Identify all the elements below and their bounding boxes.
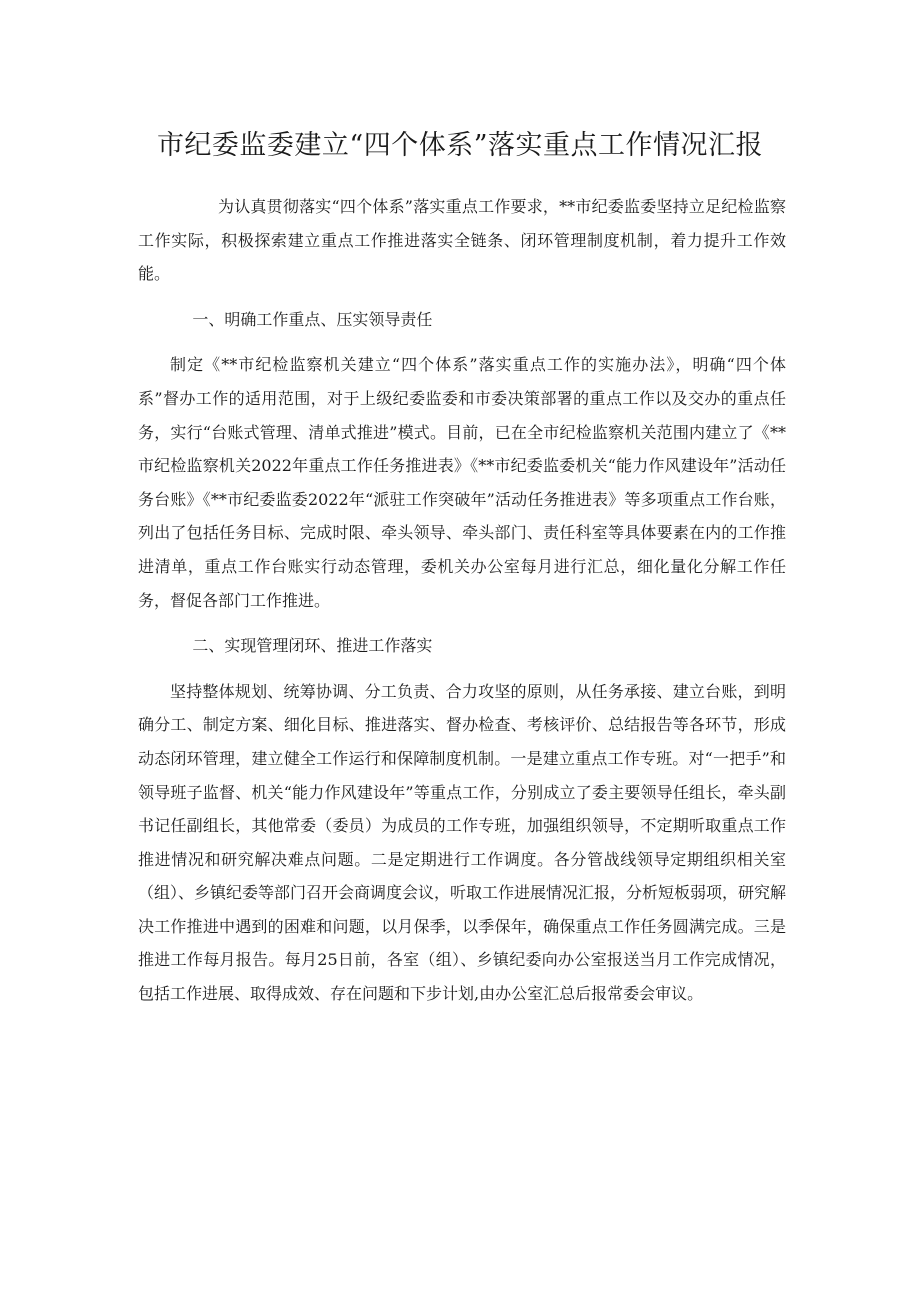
section-body-2: 坚持整体规划、统筹协调、分工负责、合力攻坚的原则，从任务承接、建立台账，到明确分工、制定方案、细化目标、推进落实、督办检查、考核评价、总结报告等各环节，形成动态闭环管理，建立健全工作运行和保障制度机制。一是建立重点工作专班。对“一把手”和领导班子监督、机关“能力作风建设年”等重点工作，分别成立了委主要领导任组长，牵头副书记任副组长，其他常委（委员）为成员的工作专班，加强组织领导，不定期听取重点工作推进情况和研究解决难点问题。二是定期进行工作调度。各分管战线领导定期组织相关室（组）、乡镇纪委等部门召开会商调度会议，听取工作进展情况汇报，分析短板弱项，研究解决工作推进中遇到的困难和问题，以月保季，以季保年，确保重点工作任务圆满完成。三是推进工作每月报告。每月25日前，各室（组）、乡镇纪委向办公室报送当月工作完成情况，包括工作进展、取得成效、存在问题和下步计划,由办公室汇总后报常委会审议。	[138, 681, 787, 1004]
spacer	[138, 617, 786, 629]
document-title: 市纪委监委建立“四个体系”落实重点工作情况汇报	[156, 130, 764, 161]
spacer	[138, 336, 786, 348]
section-body-1: 制定《**市纪检监察机关建立“四个体系”落实重点工作的实施办法》，明确“四个体系”督办工作的适用范围，对于上级纪委监委和市委决策部署的重点工作以及交办的重点任务，实行“台账式管理、清单式推进”模式。目前，已在全市纪检监察机关范围内建立了《**市纪检监察机关2022年重点工作任务推进表》《**市纪委监委机关“能力作风建设年”活动任务台账》《**市纪委监委2022年“派驻工作突破年”活动任务推进表》等多项重点工作台账，列出了包括任务目标、完成时限、牵头领导、牵头部门、责任科室等具体要素在内的工作推进清单，重点工作台账实行动态管理，委机关办公室每月进行汇总，细化量化分解工作任务，督促各部门工作推进。	[138, 355, 786, 610]
spacer	[138, 291, 786, 303]
document-body	[138, 190, 786, 1011]
spacer	[138, 663, 786, 675]
section-heading-2: 二、实现管理闭环、推进工作落实	[192, 636, 433, 656]
section-heading-1: 一、明确工作重点、压实领导责任	[192, 309, 433, 329]
intro-paragraph: 为认真贯彻落实“四个体系”落实重点工作要求，**市纪委监委坚持立足纪检监察工作实际，积极探索建立重点工作推进落实全链条、闭环管理制度机制，着力提升工作效能。	[138, 197, 786, 284]
